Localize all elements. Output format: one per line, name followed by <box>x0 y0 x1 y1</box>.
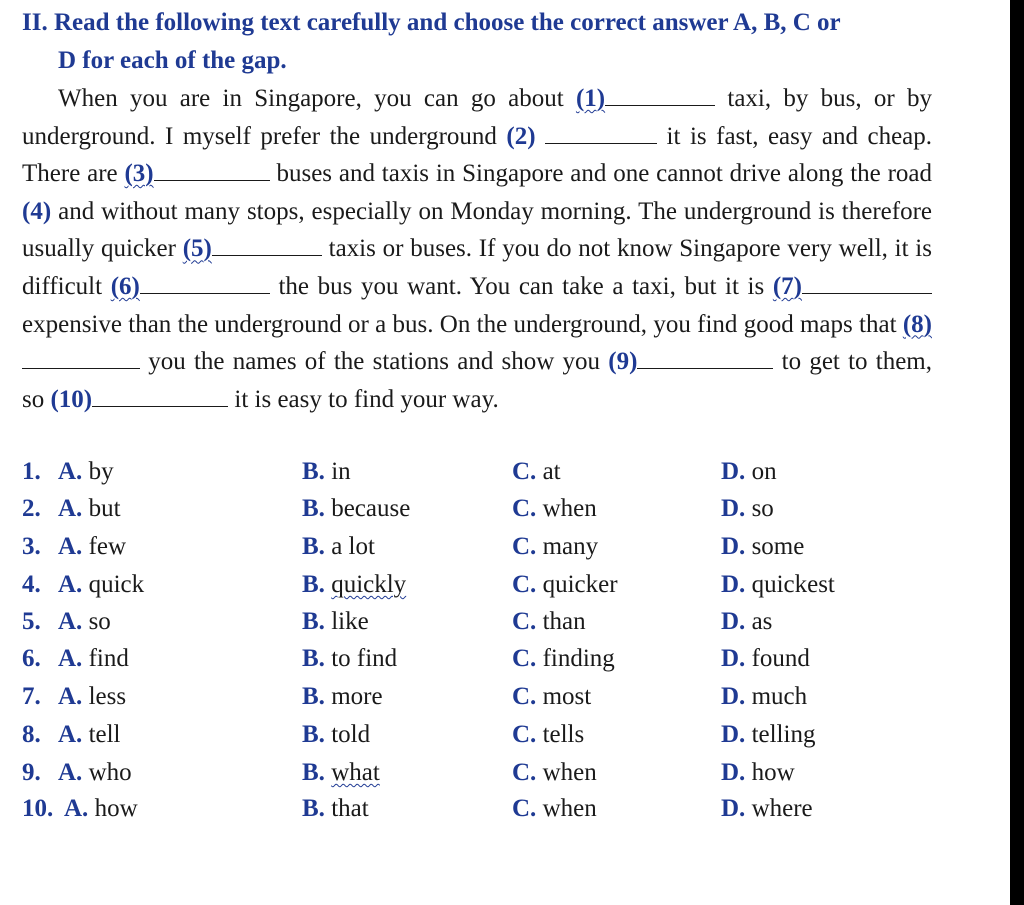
question-number: 9. <box>22 759 41 786</box>
question-row <box>0 491 1000 527</box>
passage-text: buses and taxis in Singapore and one cannot drive along the road <box>269 160 933 188</box>
passage-text: taxis or buses. If you do not know Singapore very well, it is difficult <box>22 235 932 300</box>
option-c[interactable]: C. many <box>512 533 599 560</box>
passage-text: and without many stops, especially on Monday morning. The underground is therefore usually quicker <box>22 197 932 263</box>
option-a[interactable]: A. tell <box>58 721 121 748</box>
option-d[interactable]: D. some <box>721 533 805 560</box>
gap-blank-7 <box>802 273 932 294</box>
option-a[interactable]: A. find <box>58 645 129 672</box>
option-b[interactable]: B. because <box>302 495 411 522</box>
question-row <box>0 567 1000 603</box>
option-a[interactable]: A. few <box>58 533 127 560</box>
question-row <box>0 755 1000 791</box>
option-d[interactable]: D. how <box>721 759 795 786</box>
gap-blank-5 <box>212 235 322 256</box>
option-b[interactable]: B. told <box>302 721 371 748</box>
option-a[interactable]: A. quick <box>58 571 145 598</box>
option-c[interactable]: C. finding <box>512 645 615 672</box>
heading-line-1: II. Read the following text carefully and choose the correct answer A, B, C or <box>22 9 841 36</box>
option-d[interactable]: D. telling <box>721 721 816 748</box>
exercise-heading <box>22 4 942 80</box>
gap-number-4: (4) <box>22 197 52 225</box>
option-c[interactable]: C. most <box>512 683 592 710</box>
question-number: 5. <box>22 608 41 635</box>
question-row <box>0 679 1000 715</box>
option-b[interactable]: B. like <box>302 608 369 635</box>
question-number: 2. <box>22 495 41 522</box>
option-d[interactable]: D. on <box>721 458 777 485</box>
passage-text: taxi, by bus, or by underground. I myself prefer the underground <box>22 85 933 150</box>
gap-blank-3 <box>154 160 270 181</box>
option-d[interactable]: D. where <box>721 795 813 822</box>
gap-blank-6 <box>140 273 270 294</box>
right-edge-bar <box>1010 0 1024 905</box>
passage-text: to get to them, so <box>22 348 932 413</box>
passage-text: it is easy to find your way. <box>228 385 499 413</box>
gap-blank-8 <box>22 348 140 369</box>
gap-number-7: (7) <box>772 272 803 300</box>
gap-number-8: (8) <box>902 310 932 338</box>
option-c[interactable]: C. quicker <box>512 571 618 598</box>
passage-text: expensive than the underground or a bus. On the underground, you find good maps that <box>22 310 903 338</box>
option-d[interactable]: D. found <box>721 645 810 672</box>
option-d[interactable]: D. quickest <box>721 571 835 598</box>
gap-number-1: (1) <box>575 85 606 112</box>
option-b[interactable]: B. more <box>302 683 383 710</box>
option-c[interactable]: C. tells <box>512 721 585 748</box>
option-a[interactable]: A. how <box>64 795 138 822</box>
question-number: 8. <box>22 721 41 748</box>
option-b[interactable]: B. what <box>302 759 380 786</box>
option-c[interactable]: C. at <box>512 458 561 485</box>
gap-number-6: (6) <box>110 272 140 300</box>
passage-text: you the names of the stations and show you <box>140 348 609 376</box>
gap-blank-10 <box>92 386 228 407</box>
option-a[interactable]: A. who <box>58 759 132 786</box>
option-b[interactable]: B. in <box>302 458 351 485</box>
gap-number-5: (5) <box>182 235 212 263</box>
option-c[interactable]: C. when <box>512 795 597 822</box>
question-number: 6. <box>22 645 41 672</box>
question-number: 7. <box>22 683 41 710</box>
option-b[interactable]: B. that <box>302 795 369 822</box>
option-a[interactable]: A. less <box>58 683 127 710</box>
option-d[interactable]: D. as <box>721 608 773 635</box>
gap-blank-2 <box>545 123 657 144</box>
passage-text: the bus you want. You can take a taxi, but it is <box>269 272 773 300</box>
question-row <box>0 641 1000 677</box>
question-row <box>0 529 1000 565</box>
passage-text: When you are in Singapore, you can go about <box>58 85 576 112</box>
question-row <box>0 717 1000 753</box>
option-b[interactable]: B. to find <box>302 645 398 672</box>
option-c[interactable]: C. than <box>512 608 586 635</box>
option-a[interactable]: A. but <box>58 495 121 522</box>
question-number: 1. <box>22 458 41 485</box>
option-d[interactable]: D. so <box>721 495 774 522</box>
option-d[interactable]: D. much <box>721 683 808 710</box>
option-b[interactable]: B. quickly <box>302 571 407 598</box>
option-a[interactable]: A. by <box>58 458 114 485</box>
option-b[interactable]: B. a lot <box>302 533 375 560</box>
gap-number-3: (3) <box>124 160 154 188</box>
question-row <box>0 791 1000 827</box>
option-c[interactable]: C. when <box>512 759 597 786</box>
heading-line-2: D for each of the gap. <box>58 47 287 74</box>
gap-blank-9 <box>637 348 773 369</box>
gap-number-2: (2) <box>506 122 536 150</box>
question-number: 4. <box>22 571 41 598</box>
gap-blank-1 <box>605 85 715 106</box>
passage-text: it is fast, easy and cheap. There are <box>22 122 933 188</box>
gap-number-10: (10) <box>50 385 93 413</box>
question-number: 10. <box>22 795 54 822</box>
gap-number-9: (9) <box>608 348 638 376</box>
option-a[interactable]: A. so <box>58 608 111 635</box>
question-row <box>0 454 1000 490</box>
reading-passage <box>22 80 932 418</box>
question-number: 3. <box>22 533 41 560</box>
option-c[interactable]: C. when <box>512 495 597 522</box>
question-row <box>0 604 1000 640</box>
